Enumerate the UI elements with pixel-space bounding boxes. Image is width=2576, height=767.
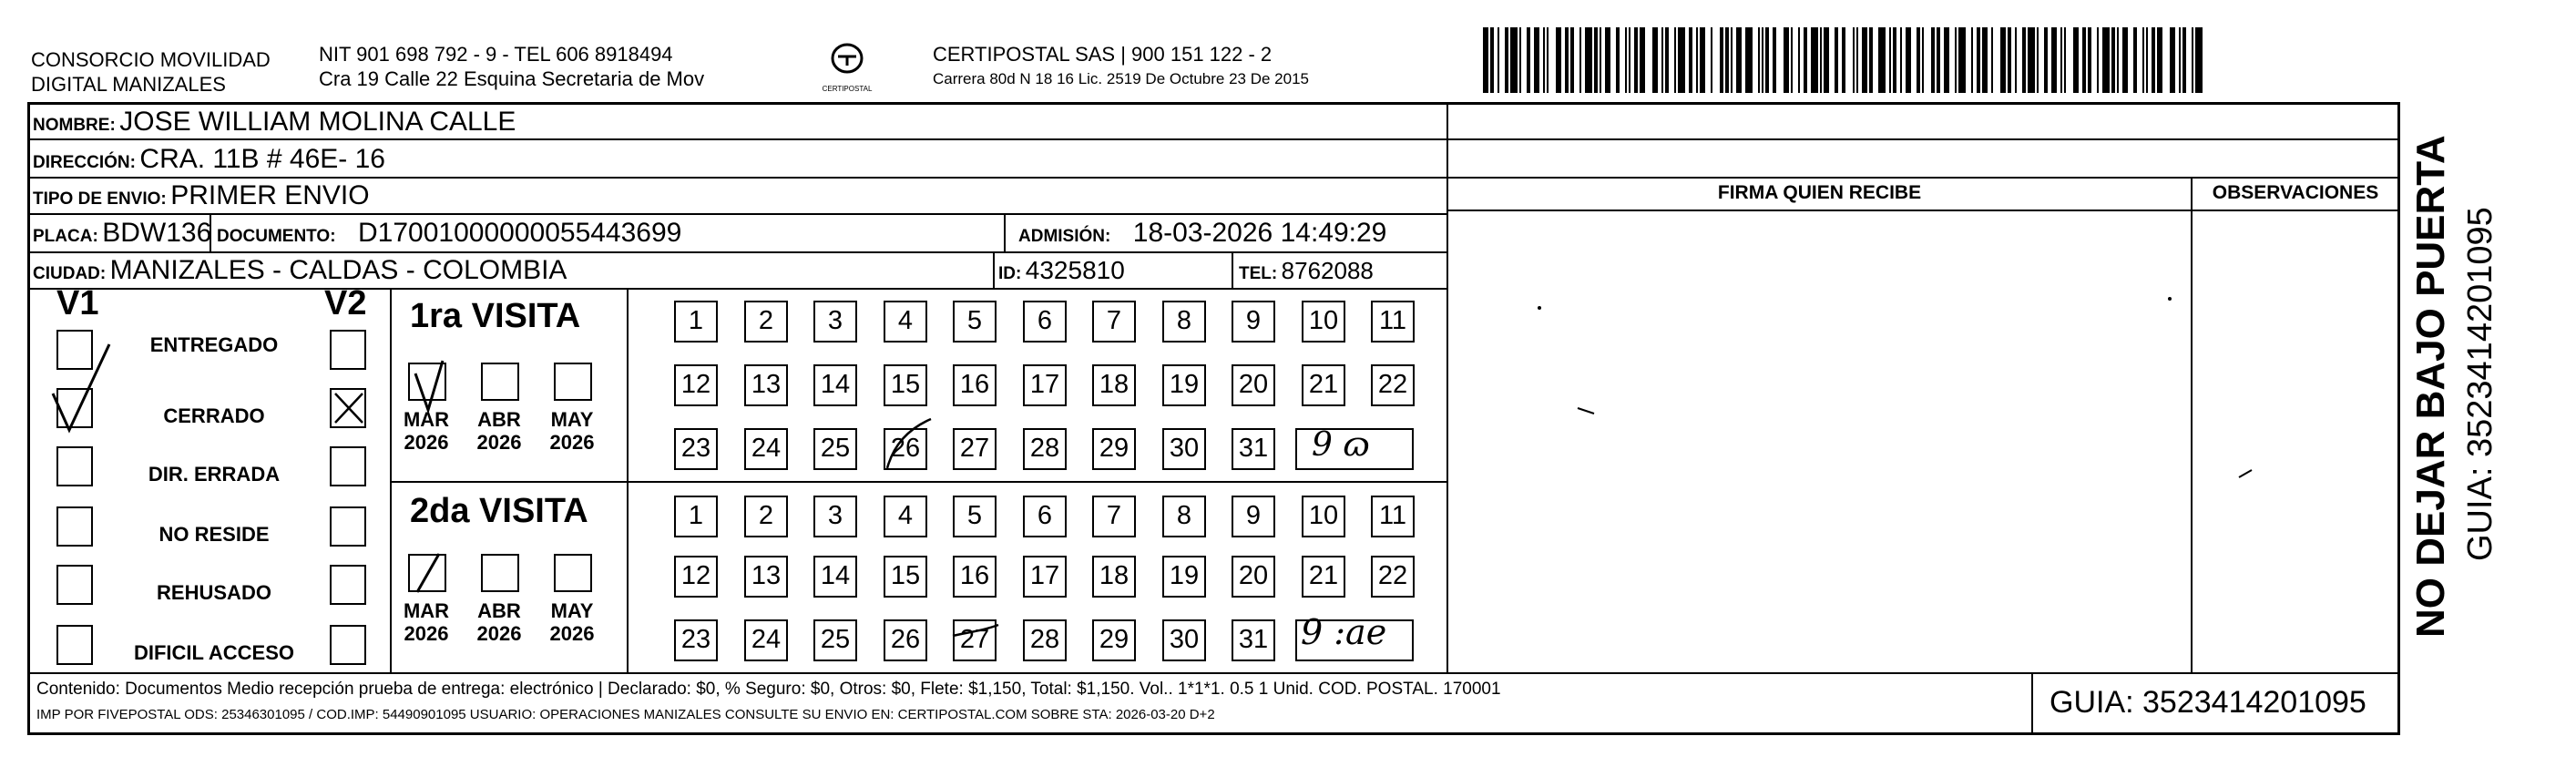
plate-value: BDW136 <box>102 218 212 248</box>
barcode-bar <box>2111 27 2115 93</box>
barcode-bar <box>1842 27 1845 93</box>
signature-header: FIRMA QUIEN RECIBE <box>1717 182 1922 203</box>
visit2-day-6[interactable]: 6 <box>1023 496 1067 537</box>
visit2-day-17[interactable]: 17 <box>1023 556 1067 598</box>
plate-label: PLACA: <box>33 227 98 246</box>
visit1-day-27[interactable]: 27 <box>953 428 997 470</box>
barcode-bar <box>2133 27 2137 93</box>
barcode-bar <box>1543 27 1545 93</box>
footer-line1: Contenido: Documentos Medio recepción prueba de entrega: electrónico | Declarado: $0, % Seguro: $0, Otros: $0, Flete: $1,150, Total: $1,150. Vol.. 1*1*1. 0.5 1 Unid. COD. POSTAL. 170001 <box>36 680 1501 699</box>
barcode-bar <box>1725 27 1729 93</box>
signature-area <box>1450 211 2190 672</box>
city-label: CIUDAD: <box>33 264 107 283</box>
visit2-day-29[interactable]: 29 <box>1092 619 1136 661</box>
month-year: 2026 <box>404 431 449 454</box>
barcode-bar <box>1519 27 1521 93</box>
barcode-bar <box>1917 27 1920 93</box>
barcode-bar <box>1720 27 1723 93</box>
visit2-day-7[interactable]: 7 <box>1092 496 1136 537</box>
visit2-day-21[interactable]: 21 <box>1302 556 1345 598</box>
barcode-bar <box>1958 27 1966 93</box>
barcode-bar <box>1661 27 1663 93</box>
month-name: MAR <box>403 599 450 622</box>
barcode-bar <box>2037 27 2039 93</box>
visit2-day-24[interactable]: 24 <box>744 619 788 661</box>
address-line: Cra 19 Calle 22 Esquina Secretaria de Mov <box>319 67 705 90</box>
visit1-month-label-abr <box>470 408 528 454</box>
visit2-day-23[interactable]: 23 <box>674 619 718 661</box>
visit1-day-21[interactable]: 21 <box>1302 364 1345 406</box>
barcode-bar <box>1527 27 1530 93</box>
visit1-month-checkbox-abr[interactable] <box>481 363 519 401</box>
visit2-day-9[interactable]: 9 <box>1232 496 1275 537</box>
barcode-bar <box>2122 27 2128 93</box>
visit1-day-12[interactable]: 12 <box>674 364 718 406</box>
barcode-bar <box>1811 27 1818 93</box>
v2-checkbox-entregado[interactable] <box>330 330 366 370</box>
visit2-day-16[interactable]: 16 <box>953 556 997 598</box>
barcode-bar <box>1869 27 1873 93</box>
barcode-bar <box>1534 27 1539 93</box>
visit2-month-checkbox-may[interactable] <box>554 554 592 592</box>
visit1-day-23[interactable]: 23 <box>674 428 718 470</box>
month-year: 2026 <box>476 431 522 454</box>
month-name: ABR <box>477 599 521 622</box>
visit1-day-19[interactable]: 19 <box>1162 364 1206 406</box>
barcode-bar <box>1556 27 1561 93</box>
barcode-bar <box>1731 27 1733 93</box>
barcode-bar <box>1674 27 1676 93</box>
barcode-bar <box>2182 27 2186 93</box>
visit2-month-label-abr <box>470 599 528 645</box>
barcode-bar <box>1579 27 1581 93</box>
visit2-day-3[interactable]: 3 <box>813 496 857 537</box>
side-guide: GUIA: 3523414201095 <box>2461 207 2499 561</box>
barcode-bar <box>2060 27 2062 93</box>
visit2-day-12[interactable]: 12 <box>674 556 718 598</box>
visit1-mar-mark <box>406 357 457 430</box>
barcode-bar <box>1931 27 1935 93</box>
barcode-bar <box>1678 27 1685 93</box>
visit1-month-label-may <box>543 408 601 454</box>
certipostal-line1: CERTIPOSTAL SAS | 900 151 122 - 2 <box>933 43 1273 66</box>
barcode-bar <box>2088 27 2091 93</box>
side-warning: NO DEJAR BAJO PUERTA <box>2408 135 2453 638</box>
barcode-bar <box>1937 27 1940 93</box>
visit2-day-18[interactable]: 18 <box>1092 556 1136 598</box>
barcode-bar <box>1625 27 1627 93</box>
status-label-rehusado: REHUSADO <box>157 581 271 604</box>
barcode-bar <box>1665 27 1669 93</box>
visit1-day-13[interactable]: 13 <box>744 364 788 406</box>
barcode-bar <box>1736 27 1742 93</box>
barcode-bar <box>1634 27 1638 93</box>
barcode-bar <box>1900 27 1902 93</box>
barcode-bar <box>1570 27 1574 93</box>
visit1-day-10[interactable]: 10 <box>1302 301 1345 343</box>
barcode-bar <box>1696 27 1698 93</box>
visit1-day-4[interactable]: 4 <box>884 301 927 343</box>
barcode-bar <box>1798 27 1800 93</box>
visit1-time-handwriting: 9 ɷ <box>1312 426 1370 464</box>
barcode-bar <box>1600 27 1601 93</box>
visit2-day-31[interactable]: 31 <box>1232 619 1275 661</box>
admission-cell <box>1018 218 1386 253</box>
v2-cerrado-x-mark <box>330 388 368 428</box>
visit1-day-25[interactable]: 25 <box>813 428 857 470</box>
visit2-day-20[interactable]: 20 <box>1232 556 1275 598</box>
v2-checkbox-dificil-acceso[interactable] <box>330 625 366 665</box>
barcode-bar <box>2146 27 2148 93</box>
barcode-bar <box>1856 27 1858 93</box>
barcode-bar <box>1640 27 1645 93</box>
barcode-bar <box>2192 27 2193 93</box>
visit1-day-14[interactable]: 14 <box>813 364 857 406</box>
barcode-bar <box>1505 27 1508 93</box>
visit2-title: 2da VISITA <box>410 492 588 530</box>
visit2-month-checkbox-abr[interactable] <box>481 554 519 592</box>
barcode-bar <box>1784 27 1789 93</box>
consortium-line1: CONSORCIO MOVILIDAD <box>31 48 271 71</box>
visit1-day-15[interactable]: 15 <box>884 364 927 406</box>
barcode-bar <box>1906 27 1911 93</box>
barcode-bar <box>2008 27 2011 93</box>
v1-checkbox-dir-errada[interactable] <box>56 446 93 486</box>
id-value: 4325810 <box>1025 256 1125 284</box>
consortium-name <box>31 47 271 97</box>
barcode-bar <box>2082 27 2086 93</box>
barcode-bar <box>1835 27 1838 93</box>
admission-value: 18-03-2026 14:49:29 <box>1132 218 1387 248</box>
barcode-bar <box>1594 27 1598 93</box>
address-label: DIRECCIÓN: <box>33 153 136 172</box>
status-label-dificil-acceso: DIFICIL ACCESO <box>133 641 294 664</box>
barcode-bar <box>1773 27 1776 93</box>
barcode-bar <box>1616 27 1620 93</box>
shipping-row <box>33 180 370 216</box>
barcode-bar <box>2102 27 2110 93</box>
visit2-day-8[interactable]: 8 <box>1162 496 1206 537</box>
visit2-time-handwriting: 9 :ae <box>1301 612 1387 652</box>
barcode-bar <box>2097 27 2099 93</box>
plate-cell <box>33 218 211 253</box>
barcode-bar <box>2152 27 2155 93</box>
visit1-day-26-mark <box>874 412 938 476</box>
visit2-mar-mark <box>406 548 457 603</box>
barcode-bar <box>1922 27 1924 93</box>
barcode-bar <box>1971 27 1973 93</box>
visit2-day-4[interactable]: 4 <box>884 496 927 537</box>
barcode-bar <box>1944 27 1949 93</box>
barcode-bar <box>1791 27 1793 93</box>
visit1-month-checkbox-may[interactable] <box>554 363 592 401</box>
month-name: ABR <box>477 408 521 431</box>
barcode-bar <box>1765 27 1769 93</box>
visit1-day-8[interactable]: 8 <box>1162 301 1206 343</box>
barcode-bar <box>1565 27 1569 93</box>
barcode-bar <box>1585 27 1592 93</box>
v1-header: V1 <box>56 284 99 322</box>
visit2-day-5[interactable]: 5 <box>953 496 997 537</box>
month-name: MAR <box>403 408 450 431</box>
visit2-month-label-may <box>543 599 601 645</box>
visit2-day-14[interactable]: 14 <box>813 556 857 598</box>
visit1-day-24[interactable]: 24 <box>744 428 788 470</box>
barcode-bar <box>2028 27 2035 93</box>
visit1-day-26[interactable]: 26 <box>884 428 927 470</box>
consortium-line2: DIGITAL MANIZALES <box>31 73 226 96</box>
observations-header: OBSERVACIONES <box>2212 182 2379 203</box>
id-label: ID: <box>998 264 1022 283</box>
id-cell <box>998 255 1125 291</box>
visit1-day-17[interactable]: 17 <box>1023 364 1067 406</box>
visit2-month-label-mar <box>397 599 455 645</box>
logo-caption: CERTIPOSTAL <box>822 85 873 93</box>
visit2-day-26[interactable]: 26 <box>884 619 927 661</box>
barcode-bar <box>1862 27 1867 93</box>
address-row <box>33 144 385 179</box>
barcode-bar <box>1510 27 1518 93</box>
barcode-bar <box>1652 27 1658 93</box>
v1-checkbox-rehusado[interactable] <box>56 565 93 605</box>
v2-header: V2 <box>324 284 367 322</box>
v1-cerrado-check-mark <box>46 339 118 439</box>
month-year: 2026 <box>549 622 595 645</box>
month-year: 2026 <box>404 622 449 645</box>
barcode-bar <box>1689 27 1692 93</box>
barcode-bar <box>2142 27 2144 93</box>
visit1-day-5[interactable]: 5 <box>953 301 997 343</box>
shipping-label: TIPO DE ENVIO: <box>33 189 167 209</box>
barcode-bar <box>1878 27 1886 93</box>
barcode-bar <box>1605 27 1610 93</box>
visit1-day-30[interactable]: 30 <box>1162 428 1206 470</box>
barcode-bar <box>1977 27 1980 93</box>
barcode-bar <box>1490 27 1494 93</box>
visit2-day-25[interactable]: 25 <box>813 619 857 661</box>
certipostal-line2: Carrera 80d N 18 16 Lic. 2519 De Octubre 23 De 2015 <box>933 70 1309 87</box>
status-label-cerrado: CERRADO <box>163 404 265 427</box>
barcode-bar <box>1483 27 1488 93</box>
barcode <box>1483 27 2212 93</box>
document-label: DOCUMENTO: <box>217 227 336 246</box>
visit2-day-27[interactable]: 27 <box>953 619 997 661</box>
barcode-bar <box>2170 27 2175 93</box>
visit2-day-30[interactable]: 30 <box>1162 619 1206 661</box>
visit1-title: 1ra VISITA <box>410 297 581 335</box>
v2-checkbox-no-reside[interactable] <box>330 506 366 547</box>
barcode-bar <box>1889 27 1891 93</box>
status-label-entregado: ENTREGADO <box>149 333 279 356</box>
visit1-day-20[interactable]: 20 <box>1232 364 1275 406</box>
month-name: MAY <box>550 599 594 622</box>
document-cell <box>217 218 681 253</box>
barcode-bar <box>2179 27 2181 93</box>
tel-cell <box>1239 255 1374 291</box>
shipping-value: PRIMER ENVIO <box>170 180 370 210</box>
document-value: D17001000000055443699 <box>358 218 682 248</box>
barcode-bar <box>1824 27 1829 93</box>
barcode-bar <box>2051 27 2057 93</box>
tel-label: TEL: <box>1239 264 1278 283</box>
v2-checkbox-dir-errada[interactable] <box>330 446 366 486</box>
name-row <box>33 107 516 142</box>
barcode-bar <box>1982 27 1988 93</box>
name-value: JOSE WILLIAM MOLINA CALLE <box>119 107 516 137</box>
v1-checkbox-no-reside[interactable] <box>56 506 93 547</box>
visit1-day-9[interactable]: 9 <box>1232 301 1275 343</box>
visit1-day-3[interactable]: 3 <box>813 301 857 343</box>
month-name: MAY <box>550 408 594 431</box>
barcode-bar <box>2157 27 2162 93</box>
barcode-bar <box>1547 27 1549 93</box>
certipostal-logo-icon <box>821 40 874 89</box>
barcode-bar <box>2073 27 2079 93</box>
visit2-day-10[interactable]: 10 <box>1302 496 1345 537</box>
visit1-day-6[interactable]: 6 <box>1023 301 1067 343</box>
barcode-bar <box>1758 27 1760 93</box>
barcode-bar <box>1629 27 1630 93</box>
visit1-day-29[interactable]: 29 <box>1092 428 1136 470</box>
month-year: 2026 <box>549 431 595 454</box>
observations-speck <box>2237 468 2255 479</box>
visit2-day-1[interactable]: 1 <box>674 496 718 537</box>
barcode-bar <box>1991 27 1993 93</box>
visit2-day-19[interactable]: 19 <box>1162 556 1206 598</box>
barcode-bar <box>1820 27 1822 93</box>
barcode-bar <box>2044 27 2048 93</box>
visit2-day-13[interactable]: 13 <box>744 556 788 598</box>
barcode-bar <box>2015 27 2017 93</box>
visit2-day-22[interactable]: 22 <box>1371 556 1415 598</box>
certipostal-info <box>933 42 1309 91</box>
certipostal-logo <box>811 40 884 95</box>
barcode-bar <box>1745 27 1753 93</box>
barcode-bar <box>1498 27 1499 93</box>
barcode-bar <box>2064 27 2066 93</box>
barcode-bar <box>1955 27 1957 93</box>
visit1-day-18[interactable]: 18 <box>1092 364 1136 406</box>
barcode-bar <box>1711 27 1712 93</box>
visit1-day-7[interactable]: 7 <box>1092 301 1136 343</box>
barcode-bar <box>1762 27 1763 93</box>
admission-label: ADMISIÓN: <box>1018 227 1111 246</box>
address-value: CRA. 11B # 46E- 16 <box>139 144 385 174</box>
city-value: MANIZALES - CALDAS - COLOMBIA <box>109 255 567 285</box>
visit2-day-2[interactable]: 2 <box>744 496 788 537</box>
visit2-day-27-mark <box>947 616 1002 661</box>
barcode-bar <box>2000 27 2006 93</box>
barcode-bar <box>1853 27 1855 93</box>
barcode-bar <box>2022 27 2026 93</box>
visit1-day-2[interactable]: 2 <box>744 301 788 343</box>
month-year: 2026 <box>476 622 522 645</box>
nit-line: NIT 901 698 792 - 9 - TEL 606 8918494 <box>319 43 673 66</box>
footer-line2: IMP POR FIVEPOSTAL ODS: 25346301095 / COD.IMP: 54490901095 USUARIO: OPERACIONES MANIZALES CONSULTE SU ENVIO EN: CERTIPOSTAL.COM SOBRE STA: 2026-03-20 D+2 <box>36 707 1215 722</box>
visit2-day-15[interactable]: 15 <box>884 556 927 598</box>
status-label-no-reside: NO RESIDE <box>158 523 270 546</box>
visit1-day-28[interactable]: 28 <box>1023 428 1067 470</box>
visit1-day-31[interactable]: 31 <box>1232 428 1275 470</box>
visit2-day-28[interactable]: 28 <box>1023 619 1067 661</box>
barcode-bar <box>1804 27 1807 93</box>
visit1-day-22[interactable]: 22 <box>1371 364 1415 406</box>
visit1-day-1[interactable]: 1 <box>674 301 718 343</box>
signature-specks <box>1450 211 2190 672</box>
visit2-day-11[interactable]: 11 <box>1371 496 1415 537</box>
footer-guide: GUIA: 3523414201095 <box>2050 685 2366 720</box>
visit1-day-16[interactable]: 16 <box>953 364 997 406</box>
consortium-contact <box>319 42 704 91</box>
status-label-dir-errada: DIR. ERRADA <box>148 463 281 486</box>
v2-checkbox-rehusado[interactable] <box>330 565 366 605</box>
barcode-bar <box>1700 27 1705 93</box>
name-label: NOMBRE: <box>33 116 116 135</box>
visit1-day-11[interactable]: 11 <box>1371 301 1415 343</box>
barcode-bar <box>2195 27 2203 93</box>
barcode-bar <box>2117 27 2119 93</box>
barcode-bar <box>1893 27 1896 93</box>
v1-checkbox-dificil-acceso[interactable] <box>56 625 93 665</box>
tel-value: 8762088 <box>1281 257 1374 284</box>
city-cell <box>33 255 567 291</box>
